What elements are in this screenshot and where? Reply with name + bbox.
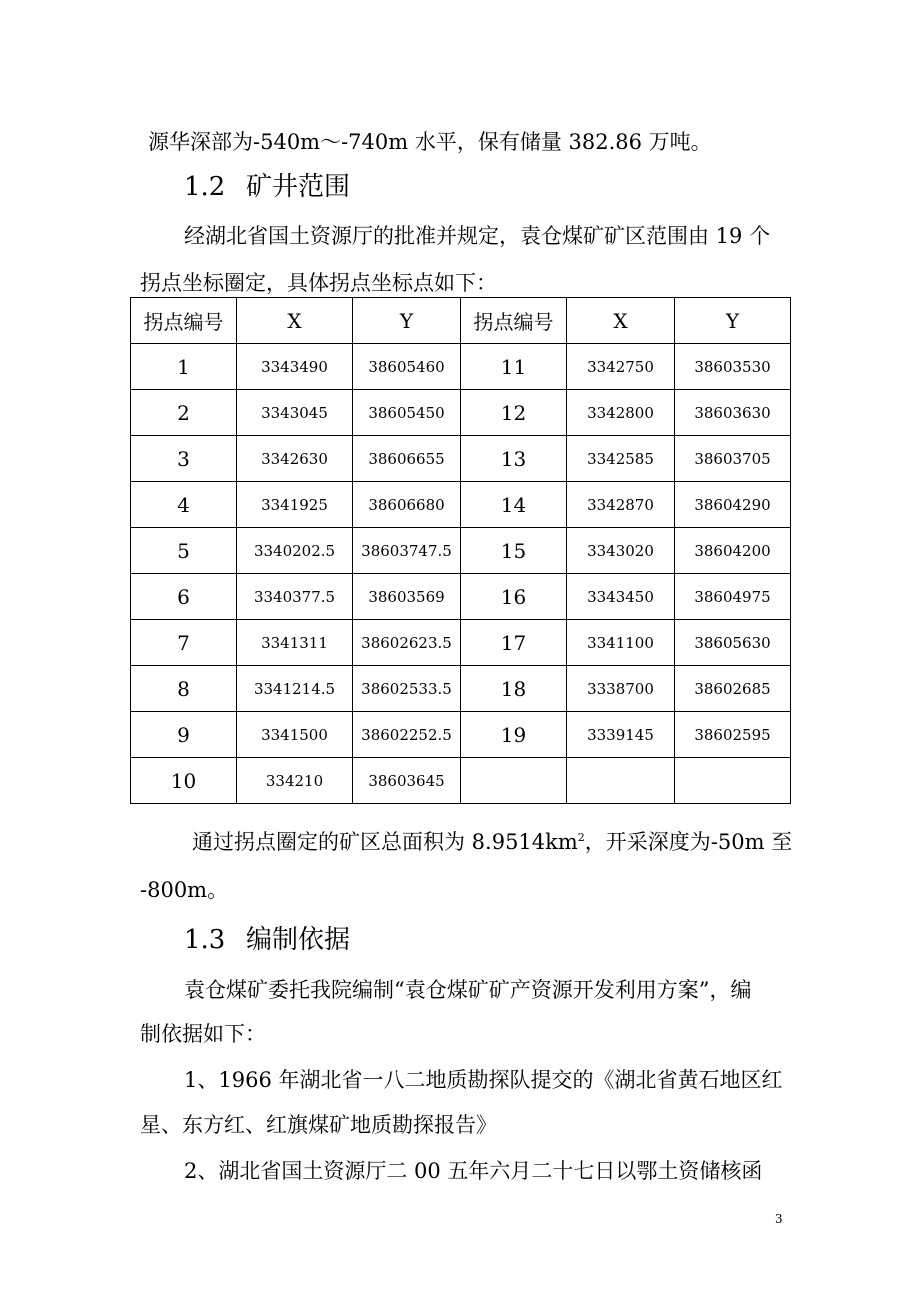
y-coordinate: 38606680 — [353, 482, 461, 528]
point-number: 5 — [131, 528, 237, 574]
x-coordinate: 3341311 — [237, 620, 353, 666]
x-coordinate: 3338700 — [567, 666, 675, 712]
paragraph-approval: 经湖北省国土资源厅的批准并规定，袁仓煤矿矿区范围由 19 个 — [184, 224, 771, 248]
header-point-no: 拐点编号 — [131, 298, 237, 344]
section-title: 编制依据 — [246, 925, 351, 955]
header-y: Y — [353, 298, 461, 344]
basis-item-1-cont: 星、东方红、红旗煤矿地质勘探报告》 — [140, 1113, 497, 1137]
y-coordinate: 38605460 — [353, 344, 461, 390]
x-coordinate: 3341214.5 — [237, 666, 353, 712]
x-coordinate: 3339145 — [567, 712, 675, 758]
table-row — [131, 712, 791, 758]
x-coordinate: 3342800 — [567, 390, 675, 436]
y-coordinate: 38606655 — [353, 436, 461, 482]
y-coordinate — [675, 758, 791, 804]
x-coordinate: 3340377.5 — [237, 574, 353, 620]
y-coordinate: 38604290 — [675, 482, 791, 528]
x-coordinate: 334210 — [237, 758, 353, 804]
section-number: 1.2 — [184, 172, 226, 202]
point-number: 15 — [461, 528, 567, 574]
header-point-no: 拐点编号 — [461, 298, 567, 344]
x-coordinate: 3343490 — [237, 344, 353, 390]
point-number: 8 — [131, 666, 237, 712]
point-number — [461, 758, 567, 804]
point-number: 10 — [131, 758, 237, 804]
y-coordinate: 38603747.5 — [353, 528, 461, 574]
section-heading-basis — [184, 925, 350, 955]
table-row — [131, 666, 791, 712]
section-number: 1.3 — [184, 925, 226, 955]
x-coordinate: 3342585 — [567, 436, 675, 482]
x-coordinate: 3342870 — [567, 482, 675, 528]
table-row — [131, 344, 791, 390]
paragraph-mining-area — [192, 830, 792, 854]
x-coordinate: 3340202.5 — [237, 528, 353, 574]
y-coordinate: 38603645 — [353, 758, 461, 804]
y-coordinate: 38602252.5 — [353, 712, 461, 758]
header-y: Y — [675, 298, 791, 344]
area-text: 通过拐点圈定的矿区总面积为 8.9514km — [192, 830, 578, 854]
paragraph-mining-area-cont: -800m。 — [140, 878, 229, 902]
page-number: 3 — [775, 1212, 783, 1226]
paragraph-approval-cont: 拐点坐标圈定，具体拐点坐标点如下： — [140, 271, 497, 295]
point-number: 6 — [131, 574, 237, 620]
table-row — [131, 758, 791, 804]
x-coordinate: 3341100 — [567, 620, 675, 666]
point-number: 4 — [131, 482, 237, 528]
point-number: 13 — [461, 436, 567, 482]
section-title: 矿井范围 — [246, 172, 351, 202]
table-row — [131, 482, 791, 528]
coordinate-table — [130, 297, 791, 804]
point-number: 2 — [131, 390, 237, 436]
y-coordinate: 38604200 — [675, 528, 791, 574]
paragraph-reserves: 源华深部为-540m～-740m 水平，保有储量 382.86 万吨。 — [148, 130, 712, 154]
x-coordinate: 3343020 — [567, 528, 675, 574]
point-number: 7 — [131, 620, 237, 666]
y-coordinate: 38602595 — [675, 712, 791, 758]
point-number: 17 — [461, 620, 567, 666]
paragraph-commission: 袁仓煤矿委托我院编制“袁仓煤矿矿产资源开发利用方案”，编 — [184, 978, 752, 1002]
paragraph-commission-cont: 制依据如下： — [140, 1022, 266, 1046]
x-coordinate: 3343450 — [567, 574, 675, 620]
header-x: X — [567, 298, 675, 344]
x-coordinate: 3342630 — [237, 436, 353, 482]
x-coordinate: 3341925 — [237, 482, 353, 528]
table-row — [131, 620, 791, 666]
point-number: 9 — [131, 712, 237, 758]
table-row — [131, 574, 791, 620]
point-number: 11 — [461, 344, 567, 390]
point-number: 16 — [461, 574, 567, 620]
area-unit-superscript: 2 — [577, 831, 585, 844]
x-coordinate: 3343045 — [237, 390, 353, 436]
x-coordinate — [567, 758, 675, 804]
point-number: 14 — [461, 482, 567, 528]
point-number: 19 — [461, 712, 567, 758]
x-coordinate: 3341500 — [237, 712, 353, 758]
y-coordinate: 38602623.5 — [353, 620, 461, 666]
y-coordinate: 38605450 — [353, 390, 461, 436]
y-coordinate: 38602533.5 — [353, 666, 461, 712]
y-coordinate: 38605630 — [675, 620, 791, 666]
section-heading-mine-scope — [184, 172, 350, 202]
table-header-row — [131, 298, 791, 344]
y-coordinate: 38603530 — [675, 344, 791, 390]
depth-text: ，开采深度为-50m 至 — [584, 830, 793, 854]
y-coordinate: 38603705 — [675, 436, 791, 482]
header-x: X — [237, 298, 353, 344]
table-row — [131, 436, 791, 482]
x-coordinate: 3342750 — [567, 344, 675, 390]
y-coordinate: 38603569 — [353, 574, 461, 620]
y-coordinate: 38604975 — [675, 574, 791, 620]
table-row — [131, 390, 791, 436]
point-number: 12 — [461, 390, 567, 436]
y-coordinate: 38602685 — [675, 666, 791, 712]
y-coordinate: 38603630 — [675, 390, 791, 436]
basis-item-2: 2、湖北省国土资源厅二 00 五年六月二十七日以鄂土资储核函 — [184, 1159, 763, 1183]
table-row — [131, 528, 791, 574]
point-number: 18 — [461, 666, 567, 712]
point-number: 3 — [131, 436, 237, 482]
basis-item-1: 1、1966 年湖北省一八二地质勘探队提交的《湖北省黄石地区红 — [184, 1068, 783, 1092]
point-number: 1 — [131, 344, 237, 390]
